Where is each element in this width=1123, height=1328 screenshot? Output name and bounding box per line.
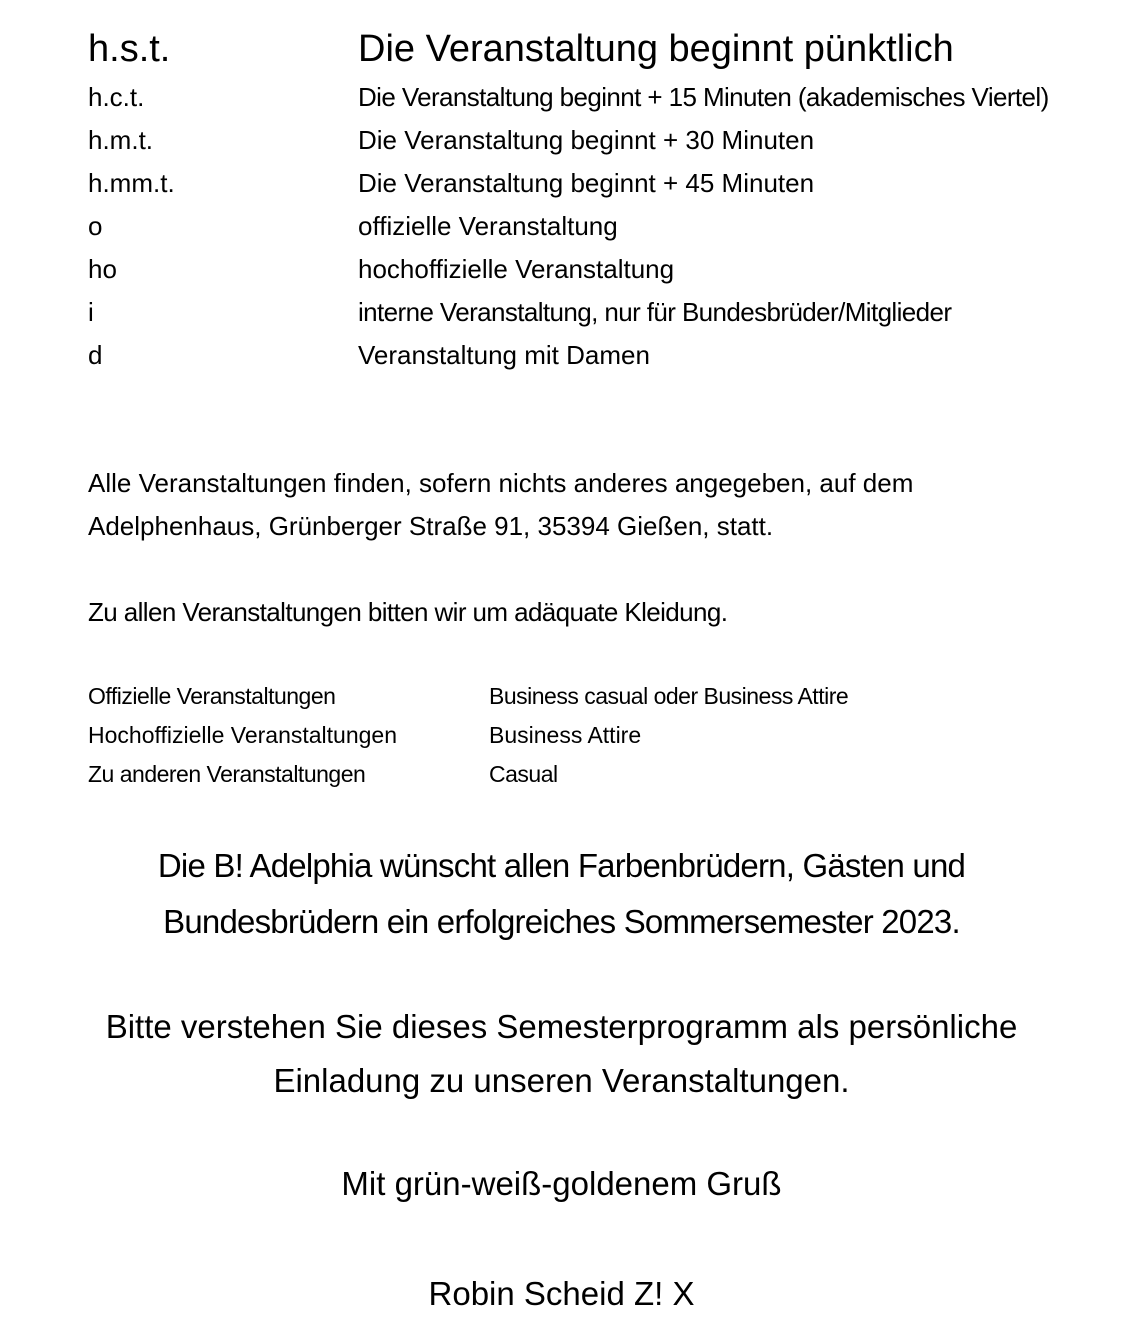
legend-row bbox=[88, 162, 1098, 205]
legend-abbreviation: ho bbox=[88, 254, 117, 284]
legend-description: interne Veranstaltung, nur für Bundesbrüder/Mitglieder bbox=[358, 297, 952, 327]
location-note: Alle Veranstaltungen finden, sofern nichts anderes angegeben, auf dem Adelphenhaus, Grünberger Straße 91, 35394 Gießen, statt. bbox=[88, 468, 914, 541]
legend-description: Die Veranstaltung beginnt + 45 Minuten bbox=[358, 168, 815, 198]
event-kind: Offizielle Veranstaltungen bbox=[88, 683, 336, 709]
legend-row bbox=[88, 334, 1098, 377]
legend-description: Die Veranstaltung beginnt + 30 Minuten bbox=[358, 125, 815, 155]
legend-abbreviation: i bbox=[88, 297, 94, 327]
dress-code-row bbox=[88, 677, 988, 716]
legend-row bbox=[88, 26, 1098, 72]
legend-row bbox=[88, 248, 1098, 291]
semester-wish-line: Bundesbrüdern ein erfolgreiches Sommersemester 2023. bbox=[163, 903, 960, 940]
legend-description: Veranstaltung mit Damen bbox=[358, 340, 650, 370]
abbreviation-legend bbox=[88, 26, 1098, 377]
legend-description: hochoffizielle Veranstaltung bbox=[358, 254, 675, 284]
semester-wish bbox=[0, 838, 1123, 950]
legend-abbreviation: h.m.t. bbox=[88, 125, 154, 155]
event-kind: Hochoffizielle Veranstaltungen bbox=[88, 722, 398, 748]
dress-code-intro: Zu allen Veranstaltungen bitten wir um adäquate Kleidung. bbox=[88, 597, 728, 627]
legend-abbreviation: h.s.t. bbox=[88, 28, 171, 70]
invitation-line: Bitte verstehen Sie dieses Semesterprogramm als persönliche bbox=[105, 1008, 1018, 1045]
legend-description: offizielle Veranstaltung bbox=[358, 211, 618, 241]
dress-code-row bbox=[88, 755, 988, 794]
dress-code-row bbox=[88, 716, 988, 755]
legend-row bbox=[88, 119, 1098, 162]
signature: Robin Scheid Z! X bbox=[428, 1275, 695, 1312]
legend-description: Die Veranstaltung beginnt + 15 Minuten (akademisches Viertel) bbox=[358, 82, 1049, 112]
closing-greeting: Mit grün-weiß-goldenem Gruß bbox=[341, 1165, 782, 1202]
semester-wish-line: Die B! Adelphia wünscht allen Farbenbrüdern, Gästen und bbox=[157, 847, 966, 884]
legend-abbreviation: h.c.t. bbox=[88, 82, 145, 112]
legend-abbreviation: h.mm.t. bbox=[88, 168, 175, 198]
legend-row bbox=[88, 76, 1098, 119]
event-kind: Zu anderen Veranstaltungen bbox=[88, 761, 366, 787]
legend-row bbox=[88, 205, 1098, 248]
legend-description: Die Veranstaltung beginnt pünktlich bbox=[358, 28, 954, 70]
invitation-line: Einladung zu unseren Veranstaltungen. bbox=[273, 1062, 850, 1099]
legend-row bbox=[88, 291, 1098, 334]
attire: Business Attire bbox=[489, 722, 642, 748]
attire: Business casual oder Business Attire bbox=[489, 683, 849, 709]
legend-abbreviation: d bbox=[88, 340, 103, 370]
dress-code-table bbox=[88, 677, 988, 794]
legend-abbreviation: o bbox=[88, 211, 103, 241]
attire: Casual bbox=[489, 761, 558, 787]
invitation-text bbox=[0, 1000, 1123, 1108]
